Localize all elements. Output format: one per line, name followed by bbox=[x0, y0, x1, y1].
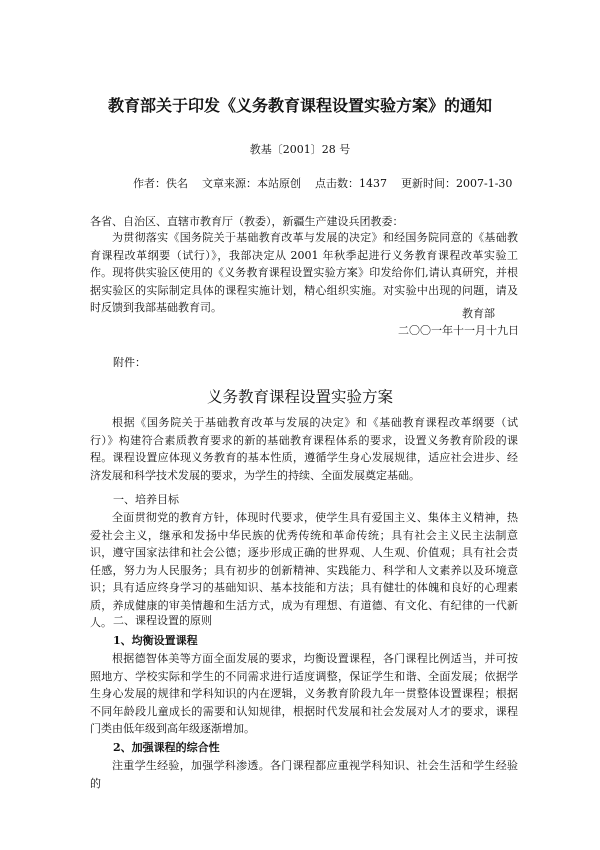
subsection1-body: 根据德智体美等方面全面发展的要求，均衡设置课程，各门课程比例适当，并可按照地方、学校实际和学生的不同需求进行适度调整，保证学生和谐、全面发展；依据学生身心发展的规律和学科知识的内在逻辑，义务教育阶段九年一贯整体设置课程；根据不同年龄段儿童成长的需要和认知规律，根据时代发展和社会发展对人才的要求，课程门类由低年级到高年级逐渐增加。 bbox=[90, 652, 518, 735]
section1-body: 全面贯彻党的教育方针，体现时代要求，使学生具有爱国主义、集体主义精神，热爱社会主义，继承和发扬中华民族的优秀传统和革命传统；具有社会主义民主法制意识，遵守国家法律和社会公德；逐步形成正确的世界观、人生观、价值观；具有社会责任感，努力为人民服务；具有初步的创新精神、实践能力、科学和人文素养以及环境意识；具有适应终身学习的基础知识、基本技能和方法；具有健壮的体魄和良好的心理素质，养成健康的审美情趣和生活方式，成为有理想、有道德、有文化、有纪律的一代新人。 bbox=[90, 511, 518, 629]
salutation: 各省、自治区、直辖市教育厅（教委），新疆生产建设兵团教委： bbox=[90, 215, 404, 228]
meta-author: 作者：佚名 bbox=[133, 177, 188, 190]
signature: 教育部 bbox=[462, 307, 495, 320]
subsection1-heading: 1、均衡设置课程 bbox=[113, 634, 198, 647]
attachment-label: 附件： bbox=[113, 356, 146, 369]
subsection2-heading: 2、加强课程的综合性 bbox=[113, 741, 220, 754]
notice-body: 为贯彻落实《国务院关于基础教育改革与发展的决定》和经国务院同意的《基础教育课程改革纲要（试行）》，我部决定从 2001 年秋季起进行义务教育课程改革实验工作。现将供实验区使用的《义务教育课程设置实验方案》印发给你们,请认真研究，并根据实验区的实际制定具体的课程实施计划，精心组织实施。对实验中出现的问题，请及时反馈到我部基础教育司。 bbox=[90, 231, 518, 314]
meta-clicks: 点击数：1437 bbox=[315, 177, 387, 190]
section1-heading: 一、培养目标 bbox=[113, 493, 179, 506]
meta-source: 文章来源：本站原创 bbox=[202, 177, 301, 190]
meta-updated: 更新时间：2007-1-30 bbox=[401, 177, 513, 190]
plan-intro: 根据《国务院关于基础教育改革与发展的决定》和《基础教育课程改革纲要（试行）》构建符合素质教育要求的新的基础教育课程体系的要求，设置义务教育阶段的课程。课程设置应体现义务教育的基本性质，遵循学生身心发展规律，适应社会进步、经济发展和科学技术发展的要求，为学生的持续、全面发展奠定基础。 bbox=[90, 416, 518, 482]
notice-title: 教育部关于印发《义务教育课程设置实验方案》的通知 bbox=[107, 96, 492, 115]
subsection2-body: 注重学生经验，加强学科渗透。各门课程都应重视学科知识、社会生活和学生经验的 bbox=[90, 759, 518, 790]
document-number: 教基〔2001〕28 号 bbox=[249, 143, 351, 156]
issue-date: 二〇〇一年十一月十九日 bbox=[398, 324, 519, 337]
meta-line bbox=[133, 175, 512, 191]
plan-title: 义务教育课程设置实验方案 bbox=[206, 388, 393, 406]
section2-heading: 二、课程设置的原则 bbox=[113, 614, 212, 627]
